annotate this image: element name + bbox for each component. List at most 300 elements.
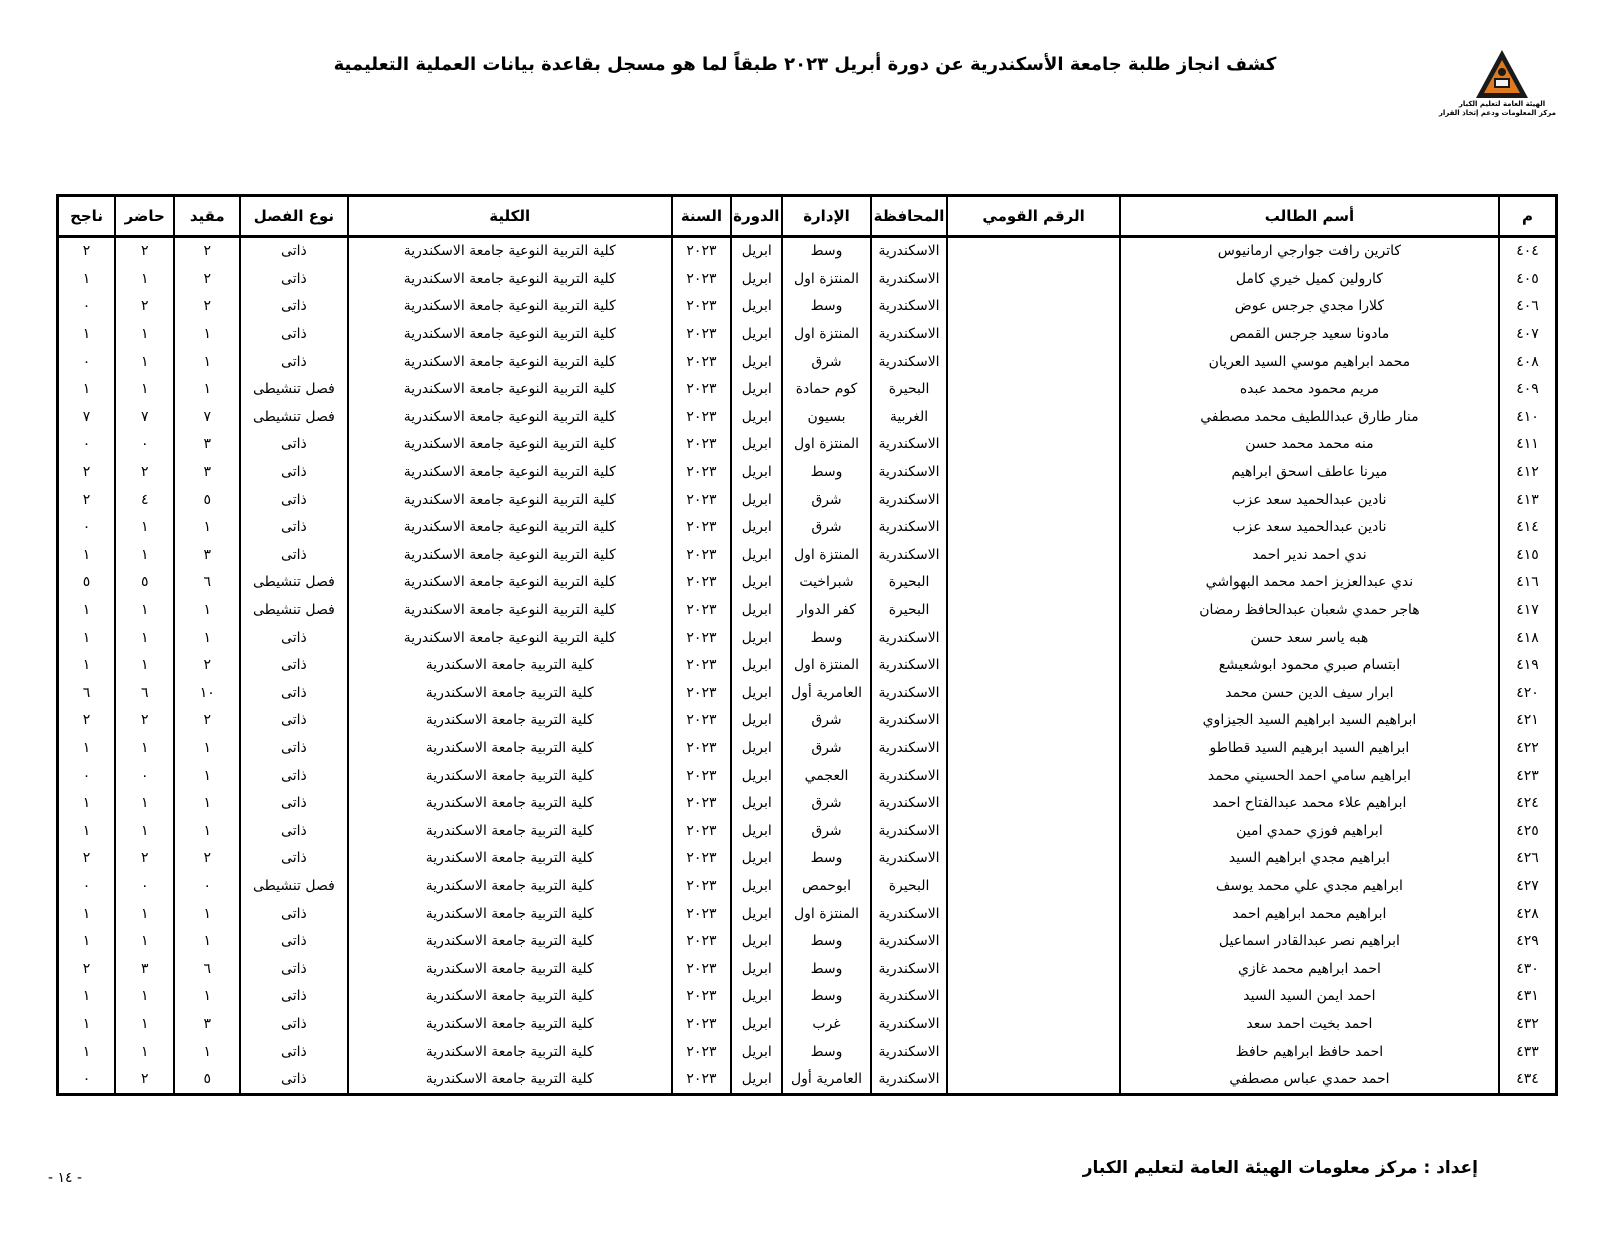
cell-row-number: ٤٢٩ (1499, 928, 1556, 956)
cell-present: ١ (115, 376, 174, 404)
cell-passed: ٠ (58, 762, 116, 790)
cell-year: ٢٠٢٣ (672, 1038, 731, 1066)
cell-national-id (947, 1011, 1119, 1039)
table-row (58, 431, 1557, 459)
cell-session: ابريل (731, 790, 782, 818)
cell-governorate: الاسكندرية (871, 928, 948, 956)
cell-row-number: ٤١٩ (1499, 652, 1556, 680)
cell-passed: ١ (58, 983, 116, 1011)
cell-registered: ٢ (174, 237, 240, 266)
cell-student-name: كارولين كميل خيري كامل (1120, 266, 1499, 294)
cell-year: ٢٠٢٣ (672, 735, 731, 763)
cell-governorate: الاسكندرية (871, 762, 948, 790)
cell-present: ٣ (115, 955, 174, 983)
cell-present: ١ (115, 790, 174, 818)
cell-class-type: فصل تنشيطى (240, 873, 348, 901)
cell-registered: ٦ (174, 569, 240, 597)
cell-administration: بسيون (782, 404, 870, 432)
cell-faculty: كلية التربية جامعة الاسكندرية (348, 1011, 672, 1039)
cell-passed: ١ (58, 266, 116, 294)
cell-registered: ٣ (174, 1011, 240, 1039)
cell-governorate: الاسكندرية (871, 817, 948, 845)
cell-administration: وسط (782, 624, 870, 652)
cell-session: ابريل (731, 1011, 782, 1039)
cell-present: ١ (115, 652, 174, 680)
table-row (58, 845, 1557, 873)
column-header-class-type: نوع الفصل (240, 196, 348, 237)
cell-row-number: ٤١٤ (1499, 514, 1556, 542)
triangle-emblem-icon (1474, 48, 1530, 100)
cell-registered: ٠ (174, 873, 240, 901)
cell-passed: ٠ (58, 514, 116, 542)
cell-administration: العجمي (782, 762, 870, 790)
cell-faculty: كلية التربية جامعة الاسكندرية (348, 900, 672, 928)
cell-governorate: الاسكندرية (871, 459, 948, 487)
cell-present: ١ (115, 1011, 174, 1039)
cell-governorate: الاسكندرية (871, 1038, 948, 1066)
cell-registered: ١ (174, 514, 240, 542)
cell-faculty: كلية التربية جامعة الاسكندرية (348, 680, 672, 708)
cell-class-type: ذاتى (240, 514, 348, 542)
cell-row-number: ٤١٢ (1499, 459, 1556, 487)
cell-session: ابريل (731, 900, 782, 928)
cell-session: ابريل (731, 404, 782, 432)
cell-year: ٢٠٢٣ (672, 404, 731, 432)
cell-class-type: ذاتى (240, 1038, 348, 1066)
cell-present: ١ (115, 542, 174, 570)
cell-present: ٢ (115, 459, 174, 487)
cell-year: ٢٠٢٣ (672, 376, 731, 404)
cell-class-type: ذاتى (240, 624, 348, 652)
cell-national-id (947, 348, 1119, 376)
table-row (58, 928, 1557, 956)
cell-year: ٢٠٢٣ (672, 707, 731, 735)
cell-class-type: ذاتى (240, 928, 348, 956)
cell-year: ٢٠٢٣ (672, 817, 731, 845)
cell-year: ٢٠٢٣ (672, 928, 731, 956)
cell-row-number: ٤٠٥ (1499, 266, 1556, 294)
cell-class-type: فصل تنشيطى (240, 404, 348, 432)
cell-student-name: ابراهيم السيد ابراهيم السيد الجيزاوي (1120, 707, 1499, 735)
cell-governorate: الاسكندرية (871, 542, 948, 570)
cell-session: ابريل (731, 707, 782, 735)
cell-administration: شرق (782, 486, 870, 514)
cell-session: ابريل (731, 735, 782, 763)
cell-administration: وسط (782, 955, 870, 983)
cell-registered: ٣ (174, 542, 240, 570)
cell-session: ابريل (731, 1038, 782, 1066)
cell-national-id (947, 431, 1119, 459)
cell-faculty: كلية التربية جامعة الاسكندرية (348, 1066, 672, 1095)
cell-year: ٢٠٢٣ (672, 459, 731, 487)
cell-year: ٢٠٢٣ (672, 680, 731, 708)
cell-session: ابريل (731, 266, 782, 294)
cell-session: ابريل (731, 680, 782, 708)
cell-national-id (947, 459, 1119, 487)
cell-faculty: كلية التربية جامعة الاسكندرية (348, 707, 672, 735)
cell-class-type: ذاتى (240, 348, 348, 376)
cell-national-id (947, 569, 1119, 597)
cell-passed: ١ (58, 1038, 116, 1066)
cell-administration: المنتزة اول (782, 542, 870, 570)
cell-faculty: كلية التربية جامعة الاسكندرية (348, 983, 672, 1011)
cell-faculty: كلية التربية جامعة الاسكندرية (348, 1038, 672, 1066)
cell-national-id (947, 486, 1119, 514)
cell-student-name: منه محمد محمد حسن (1120, 431, 1499, 459)
cell-present: ٢ (115, 237, 174, 266)
cell-governorate: الاسكندرية (871, 680, 948, 708)
table-row (58, 266, 1557, 294)
cell-row-number: ٤١٣ (1499, 486, 1556, 514)
cell-administration: شرق (782, 707, 870, 735)
cell-registered: ٥ (174, 1066, 240, 1095)
cell-passed: ١ (58, 817, 116, 845)
cell-row-number: ٤١٦ (1499, 569, 1556, 597)
cell-faculty: كلية التربية النوعية جامعة الاسكندرية (348, 597, 672, 625)
cell-administration: المنتزة اول (782, 652, 870, 680)
cell-session: ابريل (731, 542, 782, 570)
cell-national-id (947, 237, 1119, 266)
cell-governorate: الاسكندرية (871, 266, 948, 294)
cell-faculty: كلية التربية جامعة الاسكندرية (348, 735, 672, 763)
cell-administration: وسط (782, 237, 870, 266)
cell-row-number: ٤٠٦ (1499, 293, 1556, 321)
cell-student-name: ندي عبدالعزيز احمد محمد البهواشي (1120, 569, 1499, 597)
cell-administration: المنتزة اول (782, 900, 870, 928)
cell-registered: ١ (174, 983, 240, 1011)
cell-row-number: ٤٠٧ (1499, 321, 1556, 349)
cell-national-id (947, 900, 1119, 928)
column-header-row-number: م (1499, 196, 1556, 237)
cell-class-type: ذاتى (240, 790, 348, 818)
cell-row-number: ٤٢٨ (1499, 900, 1556, 928)
cell-administration: المنتزة اول (782, 321, 870, 349)
cell-present: ٤ (115, 486, 174, 514)
cell-class-type: ذاتى (240, 293, 348, 321)
cell-session: ابريل (731, 817, 782, 845)
cell-row-number: ٤٢١ (1499, 707, 1556, 735)
cell-faculty: كلية التربية النوعية جامعة الاسكندرية (348, 459, 672, 487)
cell-governorate: الاسكندرية (871, 955, 948, 983)
cell-class-type: ذاتى (240, 542, 348, 570)
cell-year: ٢٠٢٣ (672, 845, 731, 873)
cell-row-number: ٤٣٤ (1499, 1066, 1556, 1095)
cell-governorate: البحيرة (871, 569, 948, 597)
cell-row-number: ٤٢٧ (1499, 873, 1556, 901)
cell-year: ٢٠٢٣ (672, 597, 731, 625)
cell-class-type: ذاتى (240, 680, 348, 708)
table-row (58, 542, 1557, 570)
cell-national-id (947, 652, 1119, 680)
cell-row-number: ٤٣١ (1499, 983, 1556, 1011)
cell-row-number: ٤١٠ (1499, 404, 1556, 432)
cell-student-name: احمد ايمن السيد السيد (1120, 983, 1499, 1011)
cell-national-id (947, 762, 1119, 790)
cell-present: ١ (115, 514, 174, 542)
logo-text-line-2: مركز المعلومات ودعم إتخاذ القرار (1438, 109, 1556, 117)
cell-present: ١ (115, 735, 174, 763)
cell-present: ١ (115, 983, 174, 1011)
cell-class-type: ذاتى (240, 762, 348, 790)
cell-governorate: الاسكندرية (871, 735, 948, 763)
cell-year: ٢٠٢٣ (672, 983, 731, 1011)
cell-student-name: احمد ابراهيم محمد غازي (1120, 955, 1499, 983)
cell-student-name: منار طارق عبداللطيف محمد مصطفي (1120, 404, 1499, 432)
cell-faculty: كلية التربية جامعة الاسكندرية (348, 955, 672, 983)
cell-administration: شرق (782, 817, 870, 845)
cell-passed: ١ (58, 321, 116, 349)
cell-national-id (947, 1066, 1119, 1095)
table-row (58, 376, 1557, 404)
cell-registered: ١ (174, 790, 240, 818)
cell-class-type: ذاتى (240, 431, 348, 459)
cell-registered: ١ (174, 376, 240, 404)
cell-faculty: كلية التربية جامعة الاسكندرية (348, 873, 672, 901)
cell-class-type: ذاتى (240, 652, 348, 680)
cell-year: ٢٠٢٣ (672, 321, 731, 349)
cell-passed: ٢ (58, 486, 116, 514)
cell-registered: ١ (174, 735, 240, 763)
cell-session: ابريل (731, 928, 782, 956)
cell-governorate: البحيرة (871, 597, 948, 625)
cell-governorate: البحيرة (871, 376, 948, 404)
cell-session: ابريل (731, 514, 782, 542)
cell-session: ابريل (731, 569, 782, 597)
cell-passed: ٢ (58, 237, 116, 266)
cell-class-type: ذاتى (240, 817, 348, 845)
cell-student-name: ابتسام صبري محمود ابوشعيشع (1120, 652, 1499, 680)
cell-student-name: كاترين رافت جوارجي ارمانيوس (1120, 237, 1499, 266)
cell-student-name: مادونا سعيد جرجس القمص (1120, 321, 1499, 349)
cell-student-name: هبه ياسر سعد حسن (1120, 624, 1499, 652)
cell-passed: ١ (58, 735, 116, 763)
cell-registered: ١ (174, 1038, 240, 1066)
cell-faculty: كلية التربية النوعية جامعة الاسكندرية (348, 293, 672, 321)
cell-year: ٢٠٢٣ (672, 431, 731, 459)
cell-registered: ١ (174, 597, 240, 625)
cell-row-number: ٤٠٨ (1499, 348, 1556, 376)
cell-administration: المنتزة اول (782, 431, 870, 459)
cell-class-type: ذاتى (240, 983, 348, 1011)
cell-governorate: الاسكندرية (871, 707, 948, 735)
cell-present: ١ (115, 1038, 174, 1066)
cell-present: ١ (115, 266, 174, 294)
cell-session: ابريل (731, 873, 782, 901)
cell-governorate: الاسكندرية (871, 1066, 948, 1095)
cell-national-id (947, 321, 1119, 349)
cell-administration: شرق (782, 790, 870, 818)
cell-year: ٢٠٢٣ (672, 900, 731, 928)
table-row (58, 321, 1557, 349)
cell-administration: ابوحمص (782, 873, 870, 901)
cell-administration: العامرية أول (782, 680, 870, 708)
cell-passed: ١ (58, 542, 116, 570)
cell-session: ابريل (731, 237, 782, 266)
cell-governorate: الاسكندرية (871, 321, 948, 349)
cell-faculty: كلية التربية النوعية جامعة الاسكندرية (348, 348, 672, 376)
cell-national-id (947, 845, 1119, 873)
cell-national-id (947, 707, 1119, 735)
cell-national-id (947, 597, 1119, 625)
cell-student-name: احمد بخيت احمد سعد (1120, 1011, 1499, 1039)
cell-session: ابريل (731, 597, 782, 625)
cell-national-id (947, 680, 1119, 708)
table-row (58, 955, 1557, 983)
table-row (58, 404, 1557, 432)
table-row (58, 817, 1557, 845)
cell-student-name: ابراهيم مجدي ابراهيم السيد (1120, 845, 1499, 873)
cell-passed: ٢ (58, 955, 116, 983)
cell-registered: ١ (174, 928, 240, 956)
cell-present: ٠ (115, 873, 174, 901)
column-header-passed: ناجح (58, 196, 116, 237)
table-row (58, 1011, 1557, 1039)
cell-session: ابريل (731, 431, 782, 459)
cell-national-id (947, 404, 1119, 432)
cell-governorate: الاسكندرية (871, 845, 948, 873)
cell-year: ٢٠٢٣ (672, 514, 731, 542)
cell-passed: ١ (58, 376, 116, 404)
cell-session: ابريل (731, 1066, 782, 1095)
cell-passed: ٠ (58, 1066, 116, 1095)
column-header-administration: الإدارة (782, 196, 870, 237)
table-row (58, 597, 1557, 625)
cell-year: ٢٠٢٣ (672, 1066, 731, 1095)
cell-faculty: كلية التربية جامعة الاسكندرية (348, 652, 672, 680)
cell-registered: ١٠ (174, 680, 240, 708)
cell-administration: وسط (782, 1038, 870, 1066)
cell-administration: المنتزة اول (782, 266, 870, 294)
cell-faculty: كلية التربية جامعة الاسكندرية (348, 845, 672, 873)
cell-present: ١ (115, 597, 174, 625)
cell-session: ابريل (731, 293, 782, 321)
table-row (58, 237, 1557, 266)
cell-governorate: الاسكندرية (871, 1011, 948, 1039)
cell-registered: ١ (174, 321, 240, 349)
cell-session: ابريل (731, 652, 782, 680)
cell-passed: ٧ (58, 404, 116, 432)
cell-faculty: كلية التربية جامعة الاسكندرية (348, 790, 672, 818)
cell-class-type: ذاتى (240, 459, 348, 487)
cell-year: ٢٠٢٣ (672, 293, 731, 321)
cell-registered: ٢ (174, 652, 240, 680)
cell-passed: ٦ (58, 680, 116, 708)
cell-passed: ٠ (58, 431, 116, 459)
cell-present: ٢ (115, 707, 174, 735)
cell-faculty: كلية التربية النوعية جامعة الاسكندرية (348, 624, 672, 652)
cell-national-id (947, 514, 1119, 542)
cell-national-id (947, 817, 1119, 845)
cell-national-id (947, 928, 1119, 956)
cell-registered: ١ (174, 348, 240, 376)
cell-faculty: كلية التربية النوعية جامعة الاسكندرية (348, 431, 672, 459)
cell-student-name: احمد حمدي عباس مصطفي (1120, 1066, 1499, 1095)
cell-administration: شبراخيت (782, 569, 870, 597)
cell-student-name: ندي احمد ندير احمد (1120, 542, 1499, 570)
cell-present: ٧ (115, 404, 174, 432)
cell-session: ابريل (731, 983, 782, 1011)
cell-student-name: ابراهيم مجدي علي محمد يوسف (1120, 873, 1499, 901)
cell-governorate: الاسكندرية (871, 293, 948, 321)
cell-faculty: كلية التربية جامعة الاسكندرية (348, 928, 672, 956)
cell-student-name: نادين عبدالحميد سعد عزب (1120, 514, 1499, 542)
cell-national-id (947, 376, 1119, 404)
table-row (58, 652, 1557, 680)
cell-session: ابريل (731, 321, 782, 349)
cell-governorate: الاسكندرية (871, 624, 948, 652)
table-row (58, 900, 1557, 928)
cell-class-type: ذاتى (240, 1066, 348, 1095)
cell-faculty: كلية التربية النوعية جامعة الاسكندرية (348, 486, 672, 514)
cell-faculty: كلية التربية جامعة الاسكندرية (348, 762, 672, 790)
cell-present: ١ (115, 624, 174, 652)
column-header-national-id: الرقم القومي (947, 196, 1119, 237)
cell-passed: ٠ (58, 293, 116, 321)
cell-national-id (947, 983, 1119, 1011)
cell-governorate: الاسكندرية (871, 900, 948, 928)
cell-registered: ٥ (174, 486, 240, 514)
cell-row-number: ٤١٨ (1499, 624, 1556, 652)
cell-class-type: ذاتى (240, 1011, 348, 1039)
cell-passed: ٢ (58, 707, 116, 735)
cell-row-number: ٤١٥ (1499, 542, 1556, 570)
cell-administration: وسط (782, 928, 870, 956)
cell-session: ابريل (731, 459, 782, 487)
cell-administration: وسط (782, 293, 870, 321)
column-header-student-name: أسم الطالب (1120, 196, 1499, 237)
cell-administration: العامرية أول (782, 1066, 870, 1095)
column-header-session: الدورة (731, 196, 782, 237)
cell-national-id (947, 266, 1119, 294)
cell-governorate: الاسكندرية (871, 486, 948, 514)
cell-faculty: كلية التربية النوعية جامعة الاسكندرية (348, 569, 672, 597)
cell-faculty: كلية التربية النوعية جامعة الاسكندرية (348, 404, 672, 432)
cell-registered: ٢ (174, 845, 240, 873)
cell-row-number: ٤٢٥ (1499, 817, 1556, 845)
cell-faculty: كلية التربية النوعية جامعة الاسكندرية (348, 376, 672, 404)
cell-governorate: الاسكندرية (871, 431, 948, 459)
cell-student-name: ابراهيم نصر عبدالقادر اسماعيل (1120, 928, 1499, 956)
cell-class-type: ذاتى (240, 707, 348, 735)
table-row (58, 569, 1557, 597)
cell-registered: ١ (174, 900, 240, 928)
cell-class-type: فصل تنشيطى (240, 376, 348, 404)
cell-student-name: محمد ابراهيم موسي السيد العريان (1120, 348, 1499, 376)
cell-year: ٢٠٢٣ (672, 348, 731, 376)
cell-present: ٢ (115, 293, 174, 321)
cell-row-number: ٤١١ (1499, 431, 1556, 459)
table-row (58, 514, 1557, 542)
cell-session: ابريل (731, 762, 782, 790)
cell-session: ابريل (731, 348, 782, 376)
cell-row-number: ٤٢٤ (1499, 790, 1556, 818)
cell-present: ١ (115, 817, 174, 845)
table-header-row (58, 196, 1557, 237)
cell-student-name: هاجر حمدي شعبان عبدالحافظ رمضان (1120, 597, 1499, 625)
cell-administration: وسط (782, 459, 870, 487)
cell-present: ٢ (115, 845, 174, 873)
cell-registered: ٧ (174, 404, 240, 432)
cell-national-id (947, 1038, 1119, 1066)
page-number: - ١٤ - (48, 1170, 83, 1186)
table-row (58, 486, 1557, 514)
cell-class-type: ذاتى (240, 321, 348, 349)
cell-governorate: البحيرة (871, 873, 948, 901)
cell-faculty: كلية التربية النوعية جامعة الاسكندرية (348, 542, 672, 570)
column-header-governorate: المحافظة (871, 196, 948, 237)
cell-year: ٢٠٢٣ (672, 762, 731, 790)
cell-faculty: كلية التربية النوعية جامعة الاسكندرية (348, 514, 672, 542)
